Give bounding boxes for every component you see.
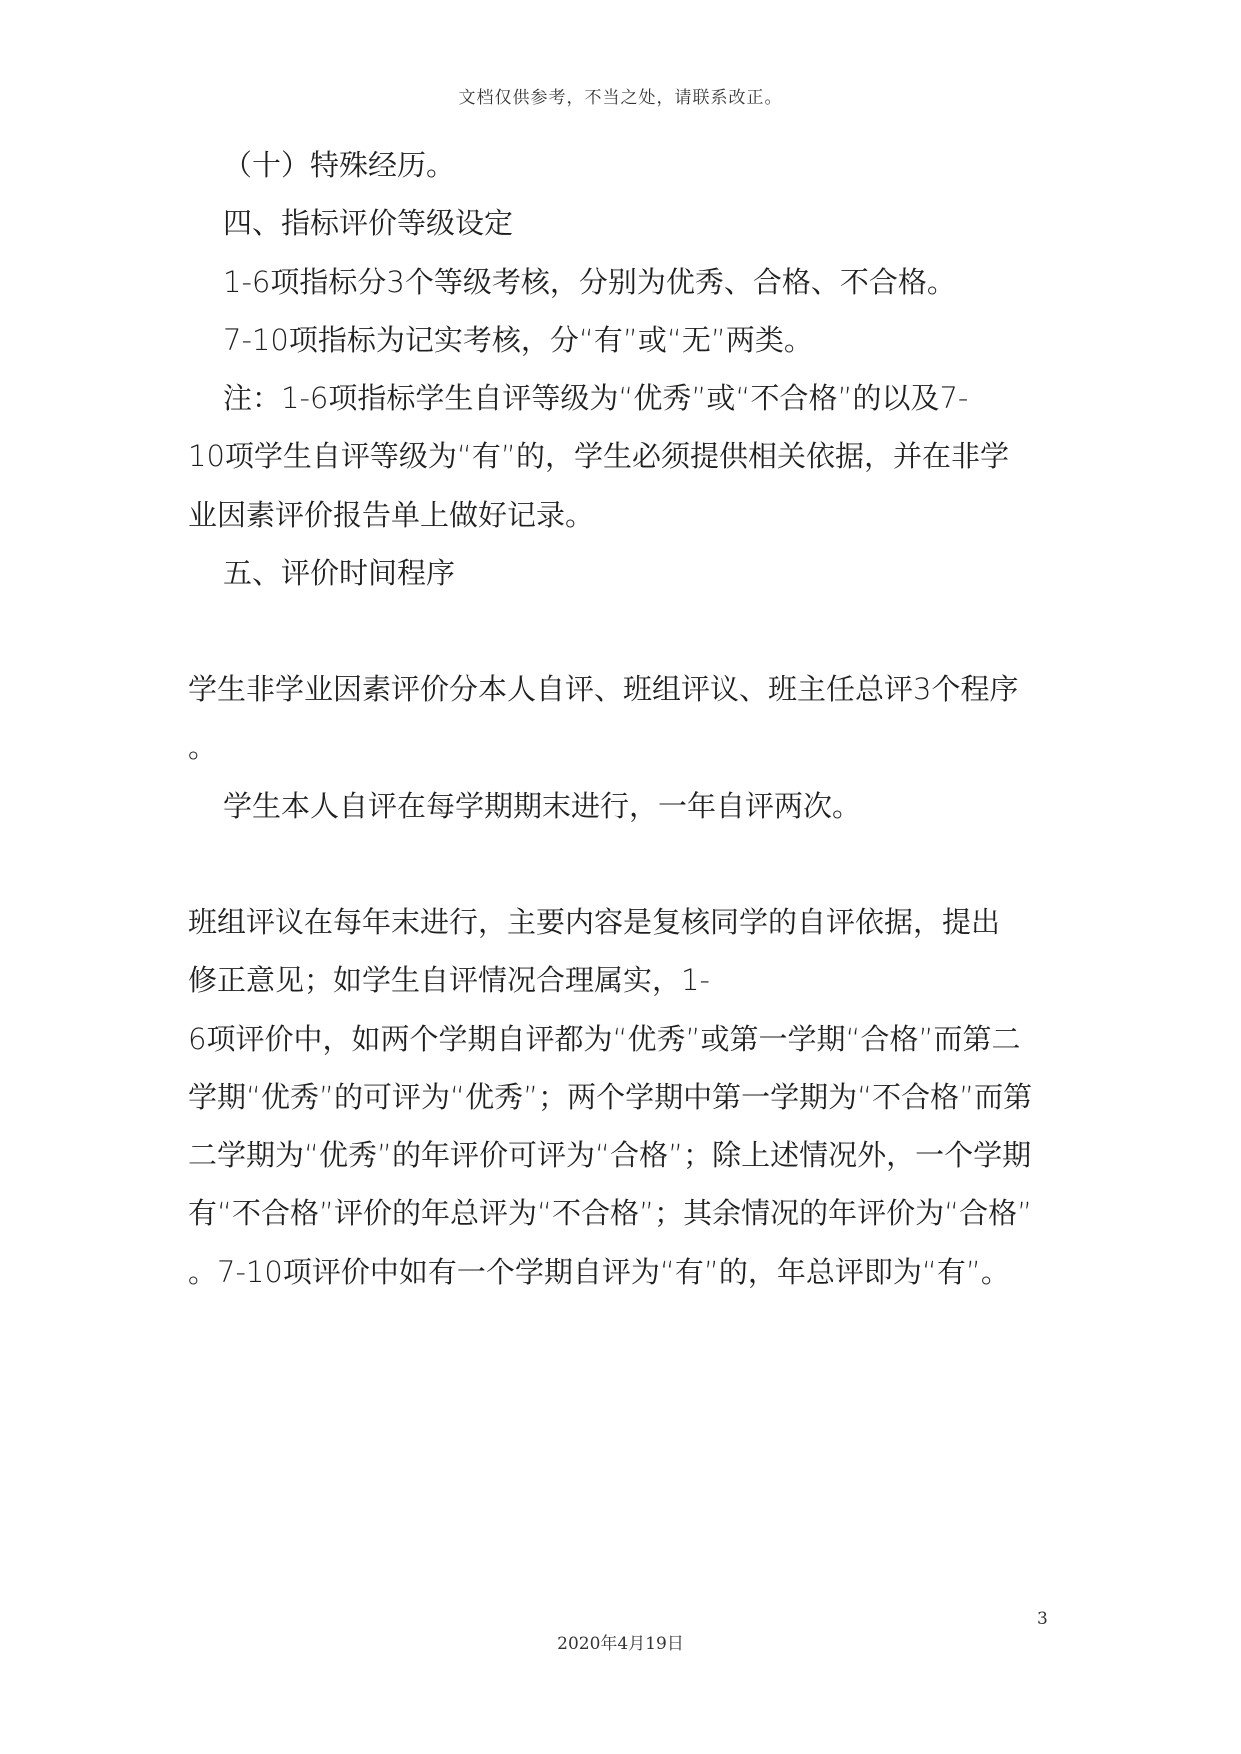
paragraph-line: 。7-10项评价中如有一个学期自评为“有”的，年总评即为“有”。 [188,1255,1010,1289]
page-number: 3 [1037,1609,1048,1629]
paragraph-line: 学生本人自评在每学期期末进行，一年自评两次。 [223,789,862,823]
paragraph-line: 业因素评价报告单上做好记录。 [188,498,595,532]
paragraph-line: 7-10项指标为记实考核，分“有”或“无”两类。 [223,323,813,357]
paragraph-line: 学期“优秀”的可评为“优秀”；两个学期中第一学期为“不合格”而第 [188,1080,1033,1114]
paragraph-line: 。 [188,730,218,764]
paragraph-line: 1-6项指标分3个等级考核，分别为优秀、合格、不合格。 [223,265,956,299]
paragraph-line: 注：1-6项指标学生自评等级为“优秀”或“不合格”的以及7- [223,381,969,415]
section-heading-five: 五、评价时间程序 [223,556,456,590]
paragraph-line: 学生非学业因素评价分本人自评、班组评议、班主任总评3个程序 [188,672,1019,706]
footer-date: 2020年4月19日 [557,1634,684,1654]
paragraph-line: 有“不合格”评价的年总评为“不合格”；其余情况的年评价为“合格” [188,1196,1033,1230]
paragraph-line: 6项评价中，如两个学期自评都为“优秀”或第一学期“合格”而第二 [188,1022,1021,1056]
paragraph-line: 10项学生自评等级为“有”的，学生必须提供相关依据，并在非学 [188,439,1009,473]
section-item-special-experience: （十）特殊经历。 [223,148,456,182]
paragraph-line: 班组评议在每年末进行，主要内容是复核同学的自评依据，提出 [188,905,1001,939]
paragraph-line: 修正意见；如学生自评情况合理属实，1- [188,963,710,997]
section-heading-four: 四、指标评价等级设定 [223,206,514,240]
paragraph-line: 二学期为“优秀”的年评价可评为“合格”；除上述情况外，一个学期 [188,1138,1032,1172]
document-header-note: 文档仅供参考，不当之处，请联系改正。 [458,88,783,108]
